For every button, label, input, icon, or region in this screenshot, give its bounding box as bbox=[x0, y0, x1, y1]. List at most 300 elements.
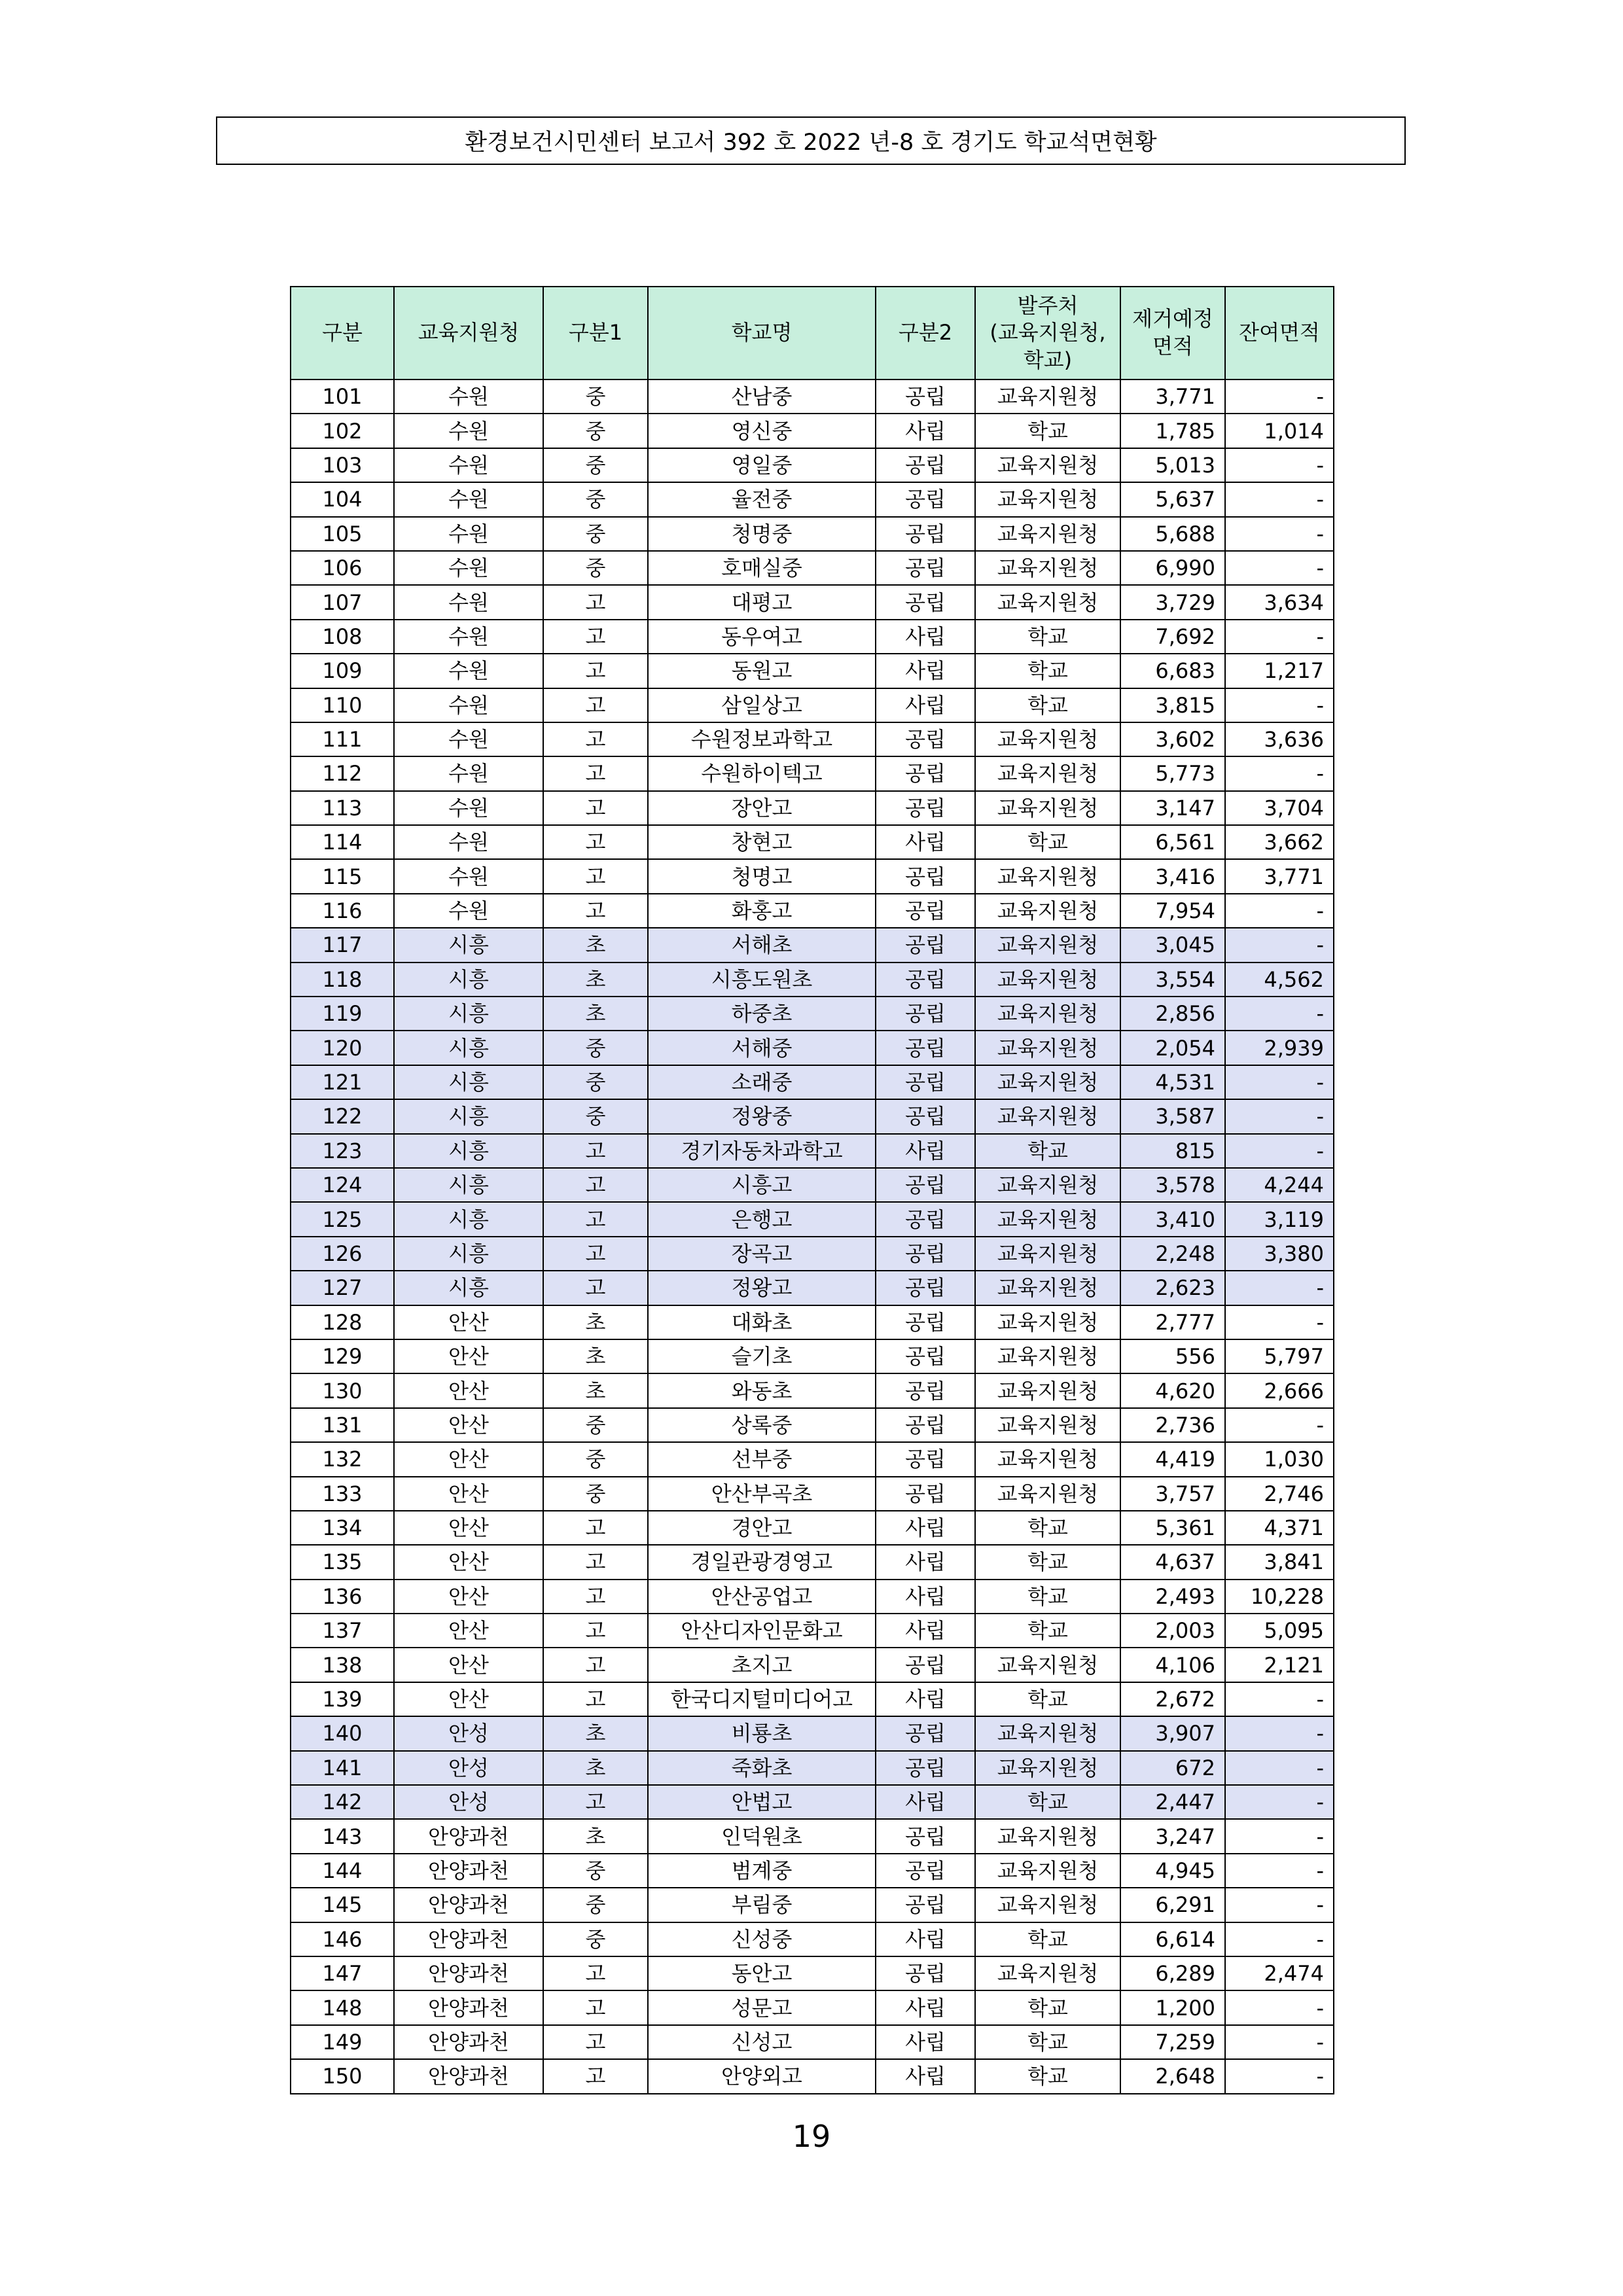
table-cell: 2,648 bbox=[1120, 2059, 1225, 2093]
table-cell: 140 bbox=[291, 1716, 394, 1750]
table-cell: 중 bbox=[543, 1099, 648, 1133]
table-cell: 인덕원초 bbox=[648, 1819, 876, 1853]
table-cell: 학교 bbox=[975, 1682, 1120, 1716]
table-cell: 3,729 bbox=[1120, 585, 1225, 619]
table-cell: 1,785 bbox=[1120, 414, 1225, 448]
table-cell: - bbox=[1225, 1271, 1334, 1305]
table-cell: 신성중 bbox=[648, 1922, 876, 1956]
table-cell: 안법고 bbox=[648, 1785, 876, 1819]
table-cell: 119 bbox=[291, 997, 394, 1031]
table-cell: 사립 bbox=[876, 620, 975, 654]
table-cell: 초 bbox=[543, 1339, 648, 1373]
table-cell: 교육지원청 bbox=[975, 1237, 1120, 1271]
table-cell: 130 bbox=[291, 1373, 394, 1407]
table-cell: 수원 bbox=[394, 859, 543, 893]
table-cell: 124 bbox=[291, 1168, 394, 1202]
table-cell: 교육지원청 bbox=[975, 1271, 1120, 1305]
table-cell: 3,147 bbox=[1120, 791, 1225, 825]
table-cell: 교육지원청 bbox=[975, 1648, 1120, 1682]
table-cell: 4,945 bbox=[1120, 1854, 1225, 1888]
table-cell: 공립 bbox=[876, 585, 975, 619]
table-cell: 2,054 bbox=[1120, 1031, 1225, 1065]
table-cell: 교육지원청 bbox=[975, 1716, 1120, 1750]
school-asbestos-table bbox=[290, 286, 1334, 2094]
table-cell: 안산부곡초 bbox=[648, 1477, 876, 1511]
table-cell: 수원 bbox=[394, 551, 543, 585]
table-cell: 안양과천 bbox=[394, 1990, 543, 2024]
table-cell: 148 bbox=[291, 1990, 394, 2024]
table-row bbox=[291, 1819, 1334, 1853]
table-cell: 장곡고 bbox=[648, 1237, 876, 1271]
table-cell: 수원 bbox=[394, 414, 543, 448]
table-cell: 공립 bbox=[876, 1888, 975, 1922]
table-cell: 공립 bbox=[876, 1305, 975, 1339]
table-cell: 교육지원청 bbox=[975, 1477, 1120, 1511]
table-cell: 학교 bbox=[975, 825, 1120, 859]
table-cell: 143 bbox=[291, 1819, 394, 1853]
table-row bbox=[291, 894, 1334, 928]
table-cell: 상록중 bbox=[648, 1408, 876, 1442]
table-cell: 고 bbox=[543, 620, 648, 654]
table-cell: 수원 bbox=[394, 756, 543, 790]
table-cell: 137 bbox=[291, 1614, 394, 1648]
table-cell: 고 bbox=[543, 654, 648, 688]
table-cell: 서해중 bbox=[648, 1031, 876, 1065]
table-cell: 학교 bbox=[975, 1922, 1120, 1956]
table-cell: 공립 bbox=[876, 1168, 975, 1202]
table-row bbox=[291, 551, 1334, 585]
table-cell: 6,683 bbox=[1120, 654, 1225, 688]
table-cell: 초 bbox=[543, 1373, 648, 1407]
table-cell: 126 bbox=[291, 1237, 394, 1271]
table-cell: 사립 bbox=[876, 825, 975, 859]
table-cell: 129 bbox=[291, 1339, 394, 1373]
table-cell: 학교 bbox=[975, 1580, 1120, 1614]
table-cell: 4,371 bbox=[1225, 1511, 1334, 1545]
table-cell: 은행고 bbox=[648, 1202, 876, 1236]
table-cell: 1,217 bbox=[1225, 654, 1334, 688]
table-cell: 4,620 bbox=[1120, 1373, 1225, 1407]
table-cell: 동원고 bbox=[648, 654, 876, 688]
table-cell: 안산디자인문화고 bbox=[648, 1614, 876, 1648]
table-cell: 시흥 bbox=[394, 1031, 543, 1065]
table-cell: 안산공업고 bbox=[648, 1580, 876, 1614]
table-cell: 공립 bbox=[876, 1751, 975, 1785]
table-cell: 133 bbox=[291, 1477, 394, 1511]
table-cell: 초 bbox=[543, 1716, 648, 1750]
table-cell: 5,095 bbox=[1225, 1614, 1334, 1648]
table-cell: 3,045 bbox=[1120, 928, 1225, 962]
table-cell: 120 bbox=[291, 1031, 394, 1065]
table-cell: 신성고 bbox=[648, 2025, 876, 2059]
table-cell: 4,562 bbox=[1225, 963, 1334, 997]
table-cell: 학교 bbox=[975, 414, 1120, 448]
table-cell: 114 bbox=[291, 825, 394, 859]
table-cell: 7,259 bbox=[1120, 2025, 1225, 2059]
table-row bbox=[291, 1682, 1334, 1716]
table-cell: 교육지원청 bbox=[975, 1956, 1120, 1990]
table-cell: 149 bbox=[291, 2025, 394, 2059]
table-cell: 공립 bbox=[876, 1408, 975, 1442]
table-cell: 소래중 bbox=[648, 1065, 876, 1099]
table-cell: 교육지원청 bbox=[975, 1202, 1120, 1236]
table-cell: 정왕고 bbox=[648, 1271, 876, 1305]
table-cell: 116 bbox=[291, 894, 394, 928]
table-cell: 6,291 bbox=[1120, 1888, 1225, 1922]
table-cell: - bbox=[1225, 1682, 1334, 1716]
table-row bbox=[291, 414, 1334, 448]
table-cell: 3,247 bbox=[1120, 1819, 1225, 1853]
table-cell: 공립 bbox=[876, 1956, 975, 1990]
table-cell: 교육지원청 bbox=[975, 380, 1120, 414]
table-cell: 산남중 bbox=[648, 380, 876, 414]
table-cell: 교육지원청 bbox=[975, 756, 1120, 790]
table-row bbox=[291, 1305, 1334, 1339]
table-cell: 공립 bbox=[876, 963, 975, 997]
table-row bbox=[291, 791, 1334, 825]
table-cell: 122 bbox=[291, 1099, 394, 1133]
table-cell: 고 bbox=[543, 1545, 648, 1579]
table-cell: 4,419 bbox=[1120, 1442, 1225, 1476]
table-cell: - bbox=[1225, 1785, 1334, 1819]
table-cell: 고 bbox=[543, 1511, 648, 1545]
table-cell: 2,939 bbox=[1225, 1031, 1334, 1065]
table-cell: 중 bbox=[543, 1888, 648, 1922]
table-cell: 학교 bbox=[975, 2059, 1120, 2093]
table-cell: 영신중 bbox=[648, 414, 876, 448]
table-cell: 2,856 bbox=[1120, 997, 1225, 1031]
table-cell: 수원 bbox=[394, 894, 543, 928]
table-cell: 안산 bbox=[394, 1477, 543, 1511]
table-cell: - bbox=[1225, 1819, 1334, 1853]
table-cell: 134 bbox=[291, 1511, 394, 1545]
table-cell: 호매실중 bbox=[648, 551, 876, 585]
table-cell: - bbox=[1225, 380, 1334, 414]
table-cell: 3,662 bbox=[1225, 825, 1334, 859]
table-cell: 한국디지털미디어고 bbox=[648, 1682, 876, 1716]
table-cell: 5,688 bbox=[1120, 517, 1225, 551]
table-cell: 공립 bbox=[876, 1099, 975, 1133]
table-cell: 2,623 bbox=[1120, 1271, 1225, 1305]
table-cell: 학교 bbox=[975, 1134, 1120, 1168]
table-cell: - bbox=[1225, 482, 1334, 516]
table-cell: 사립 bbox=[876, 1990, 975, 2024]
table-row bbox=[291, 1442, 1334, 1476]
table-cell: 6,561 bbox=[1120, 825, 1225, 859]
table-cell: 4,106 bbox=[1120, 1648, 1225, 1682]
table-cell: 145 bbox=[291, 1888, 394, 1922]
table-body bbox=[291, 380, 1334, 2094]
table-cell: 시흥 bbox=[394, 997, 543, 1031]
table-cell: 815 bbox=[1120, 1134, 1225, 1168]
table-cell: 수원하이텍고 bbox=[648, 756, 876, 790]
table-cell: 비룡초 bbox=[648, 1716, 876, 1750]
table-cell: 안산 bbox=[394, 1682, 543, 1716]
table-row bbox=[291, 1614, 1334, 1648]
table-cell: 공립 bbox=[876, 482, 975, 516]
table-cell: 교육지원청 bbox=[975, 1339, 1120, 1373]
table-row bbox=[291, 1716, 1334, 1750]
column-header-2: 교육지원청 bbox=[394, 287, 543, 380]
table-row bbox=[291, 756, 1334, 790]
table-cell: 3,119 bbox=[1225, 1202, 1334, 1236]
table-cell: 하중초 bbox=[648, 997, 876, 1031]
table-cell: 3,771 bbox=[1225, 859, 1334, 893]
table-row bbox=[291, 585, 1334, 619]
table-cell: 교육지원청 bbox=[975, 1854, 1120, 1888]
table-cell: 교육지원청 bbox=[975, 482, 1120, 516]
table-cell: 111 bbox=[291, 722, 394, 756]
table-cell: 학교 bbox=[975, 2025, 1120, 2059]
table-row bbox=[291, 517, 1334, 551]
table-cell: 3,907 bbox=[1120, 1716, 1225, 1750]
table-cell: 안산 bbox=[394, 1408, 543, 1442]
table-cell: 사립 bbox=[876, 1922, 975, 1956]
table-cell: 5,013 bbox=[1120, 448, 1225, 482]
table-cell: 고 bbox=[543, 1580, 648, 1614]
table-cell: 2,746 bbox=[1225, 1477, 1334, 1511]
table-cell: 3,416 bbox=[1120, 859, 1225, 893]
table-cell: - bbox=[1225, 1408, 1334, 1442]
table-cell: 7,954 bbox=[1120, 894, 1225, 928]
table-cell: 2,447 bbox=[1120, 1785, 1225, 1819]
table-cell: 중 bbox=[543, 482, 648, 516]
table-cell: 고 bbox=[543, 825, 648, 859]
table-cell: 121 bbox=[291, 1065, 394, 1099]
table-cell: 고 bbox=[543, 1134, 648, 1168]
table-row bbox=[291, 1168, 1334, 1202]
table-cell: 3,587 bbox=[1120, 1099, 1225, 1133]
table-cell: 초 bbox=[543, 963, 648, 997]
table-cell: 공립 bbox=[876, 928, 975, 962]
table-cell: 고 bbox=[543, 1202, 648, 1236]
table-cell: 사립 bbox=[876, 654, 975, 688]
table-cell: 고 bbox=[543, 1271, 648, 1305]
table-row bbox=[291, 1477, 1334, 1511]
table-cell: 128 bbox=[291, 1305, 394, 1339]
table-cell: 2,777 bbox=[1120, 1305, 1225, 1339]
table-cell: 사립 bbox=[876, 1511, 975, 1545]
table-row bbox=[291, 1134, 1334, 1168]
table-cell: 교육지원청 bbox=[975, 517, 1120, 551]
table-cell: 안산 bbox=[394, 1373, 543, 1407]
table-row bbox=[291, 654, 1334, 688]
table-cell: 중 bbox=[543, 551, 648, 585]
table-cell: - bbox=[1225, 1990, 1334, 2024]
table-cell: 안양과천 bbox=[394, 2059, 543, 2093]
table-cell: 사립 bbox=[876, 1614, 975, 1648]
table-cell: 중 bbox=[543, 1922, 648, 1956]
table-cell: 107 bbox=[291, 585, 394, 619]
table-cell: 110 bbox=[291, 688, 394, 722]
table-cell: 수원 bbox=[394, 448, 543, 482]
table-cell: 시흥 bbox=[394, 1202, 543, 1236]
table-cell: 부림중 bbox=[648, 1888, 876, 1922]
table-cell: 3,841 bbox=[1225, 1545, 1334, 1579]
table-cell: 중 bbox=[543, 1065, 648, 1099]
table-cell: 중 bbox=[543, 1031, 648, 1065]
table-cell: 공립 bbox=[876, 859, 975, 893]
table-cell: 교육지원청 bbox=[975, 928, 1120, 962]
table-cell: 수원 bbox=[394, 620, 543, 654]
table-cell: 125 bbox=[291, 1202, 394, 1236]
table-cell: 교육지원청 bbox=[975, 997, 1120, 1031]
table-cell: 교육지원청 bbox=[975, 1442, 1120, 1476]
table-cell: 학교 bbox=[975, 1990, 1120, 2024]
table-cell: 공립 bbox=[876, 1477, 975, 1511]
table-cell: 안양과천 bbox=[394, 1819, 543, 1853]
table-cell: - bbox=[1225, 2059, 1334, 2093]
table-cell: 공립 bbox=[876, 517, 975, 551]
table-row bbox=[291, 1751, 1334, 1785]
table-cell: 고 bbox=[543, 1682, 648, 1716]
table-cell: 3,771 bbox=[1120, 380, 1225, 414]
table-cell: 안산 bbox=[394, 1648, 543, 1682]
table-cell: 141 bbox=[291, 1751, 394, 1785]
table-row bbox=[291, 1785, 1334, 1819]
table-cell: - bbox=[1225, 1305, 1334, 1339]
table-cell: 5,797 bbox=[1225, 1339, 1334, 1373]
table-cell: 교육지원청 bbox=[975, 1408, 1120, 1442]
table-cell: 105 bbox=[291, 517, 394, 551]
table-cell: 시흥 bbox=[394, 1099, 543, 1133]
table-cell: 사립 bbox=[876, 1682, 975, 1716]
table-cell: 교육지원청 bbox=[975, 1099, 1120, 1133]
table-cell: 공립 bbox=[876, 1271, 975, 1305]
table-row bbox=[291, 997, 1334, 1031]
table-row bbox=[291, 448, 1334, 482]
table-cell: 교육지원청 bbox=[975, 1888, 1120, 1922]
table-header bbox=[291, 287, 1334, 380]
table-cell: 109 bbox=[291, 654, 394, 688]
table-row bbox=[291, 1956, 1334, 1990]
table-cell: 사립 bbox=[876, 1580, 975, 1614]
table-cell: 교육지원청 bbox=[975, 448, 1120, 482]
table-cell: 슬기초 bbox=[648, 1339, 876, 1373]
table-cell: 대평고 bbox=[648, 585, 876, 619]
table-cell: - bbox=[1225, 894, 1334, 928]
table-cell: 중 bbox=[543, 380, 648, 414]
table-cell: 2,672 bbox=[1120, 1682, 1225, 1716]
table-cell: 안양과천 bbox=[394, 1888, 543, 1922]
table-cell: 중 bbox=[543, 1477, 648, 1511]
table-cell: 공립 bbox=[876, 997, 975, 1031]
table-cell: 수원 bbox=[394, 722, 543, 756]
table-cell: 교육지원청 bbox=[975, 963, 1120, 997]
table-cell: 청명중 bbox=[648, 517, 876, 551]
table-cell: 대화초 bbox=[648, 1305, 876, 1339]
table-row bbox=[291, 1648, 1334, 1682]
table-cell: - bbox=[1225, 1751, 1334, 1785]
table-cell: 영일중 bbox=[648, 448, 876, 482]
table-cell: 시흥도원초 bbox=[648, 963, 876, 997]
table-row bbox=[291, 963, 1334, 997]
table-cell: 화홍고 bbox=[648, 894, 876, 928]
table-cell: 공립 bbox=[876, 756, 975, 790]
table-cell: 공립 bbox=[876, 894, 975, 928]
table-cell: 10,228 bbox=[1225, 1580, 1334, 1614]
table-cell: 5,361 bbox=[1120, 1511, 1225, 1545]
column-header-7: 제거예정 면적 bbox=[1120, 287, 1225, 380]
table-row bbox=[291, 1990, 1334, 2024]
table-cell: 1,030 bbox=[1225, 1442, 1334, 1476]
table-cell: 142 bbox=[291, 1785, 394, 1819]
table-cell: 103 bbox=[291, 448, 394, 482]
table-cell: 성문고 bbox=[648, 1990, 876, 2024]
table-cell: 123 bbox=[291, 1134, 394, 1168]
table-cell: 학교 bbox=[975, 1545, 1120, 1579]
table-cell: 중 bbox=[543, 1408, 648, 1442]
table-cell: 시흥 bbox=[394, 1134, 543, 1168]
table-cell: 고 bbox=[543, 1990, 648, 2024]
table-cell: 교육지원청 bbox=[975, 722, 1120, 756]
table-cell: 초 bbox=[543, 1305, 648, 1339]
table-cell: 안산 bbox=[394, 1442, 543, 1476]
table-cell: 안양과천 bbox=[394, 1956, 543, 1990]
table-cell: 공립 bbox=[876, 448, 975, 482]
table-cell: 113 bbox=[291, 791, 394, 825]
table-header-row bbox=[291, 287, 1334, 380]
table-cell: 공립 bbox=[876, 1339, 975, 1373]
table-cell: 공립 bbox=[876, 1031, 975, 1065]
table-row bbox=[291, 1511, 1334, 1545]
table-cell: 수원 bbox=[394, 654, 543, 688]
table-cell: 146 bbox=[291, 1922, 394, 1956]
table-cell: 중 bbox=[543, 1854, 648, 1888]
table-row bbox=[291, 380, 1334, 414]
table-cell: 초 bbox=[543, 1751, 648, 1785]
table-cell: 경일관광경영고 bbox=[648, 1545, 876, 1579]
table-row bbox=[291, 1854, 1334, 1888]
table-cell: 5,637 bbox=[1120, 482, 1225, 516]
table-cell: 사립 bbox=[876, 688, 975, 722]
page-number: 19 bbox=[792, 2119, 831, 2154]
table-cell: 5,773 bbox=[1120, 756, 1225, 790]
table-cell: 서해초 bbox=[648, 928, 876, 962]
table-cell: 150 bbox=[291, 2059, 394, 2093]
table-row bbox=[291, 1202, 1334, 1236]
table-cell: 3,578 bbox=[1120, 1168, 1225, 1202]
table-cell: 교육지원청 bbox=[975, 894, 1120, 928]
table-cell: 수원 bbox=[394, 825, 543, 859]
column-header-3: 구분1 bbox=[543, 287, 648, 380]
table-cell: 3,602 bbox=[1120, 722, 1225, 756]
table-cell: 1,014 bbox=[1225, 414, 1334, 448]
table-cell: 학교 bbox=[975, 1614, 1120, 1648]
table-cell: 안산 bbox=[394, 1511, 543, 1545]
table-cell: 2,003 bbox=[1120, 1614, 1225, 1648]
table-cell: 1,200 bbox=[1120, 1990, 1225, 2024]
table-cell: 시흥고 bbox=[648, 1168, 876, 1202]
table-cell: 시흥 bbox=[394, 1168, 543, 1202]
table-cell: 학교 bbox=[975, 620, 1120, 654]
table-cell: 선부중 bbox=[648, 1442, 876, 1476]
table-cell: 안양외고 bbox=[648, 2059, 876, 2093]
table-cell: 672 bbox=[1120, 1751, 1225, 1785]
table-cell: 고 bbox=[543, 1648, 648, 1682]
table-cell: 시흥 bbox=[394, 1237, 543, 1271]
report-header bbox=[216, 116, 1406, 165]
table-cell: 안산 bbox=[394, 1580, 543, 1614]
table-cell: 수원 bbox=[394, 380, 543, 414]
table-cell: 공립 bbox=[876, 1065, 975, 1099]
table-cell: 3,634 bbox=[1225, 585, 1334, 619]
table-cell: 시흥 bbox=[394, 928, 543, 962]
table-cell: 117 bbox=[291, 928, 394, 962]
table-cell: 율전중 bbox=[648, 482, 876, 516]
table-cell: 학교 bbox=[975, 688, 1120, 722]
table-cell: - bbox=[1225, 620, 1334, 654]
